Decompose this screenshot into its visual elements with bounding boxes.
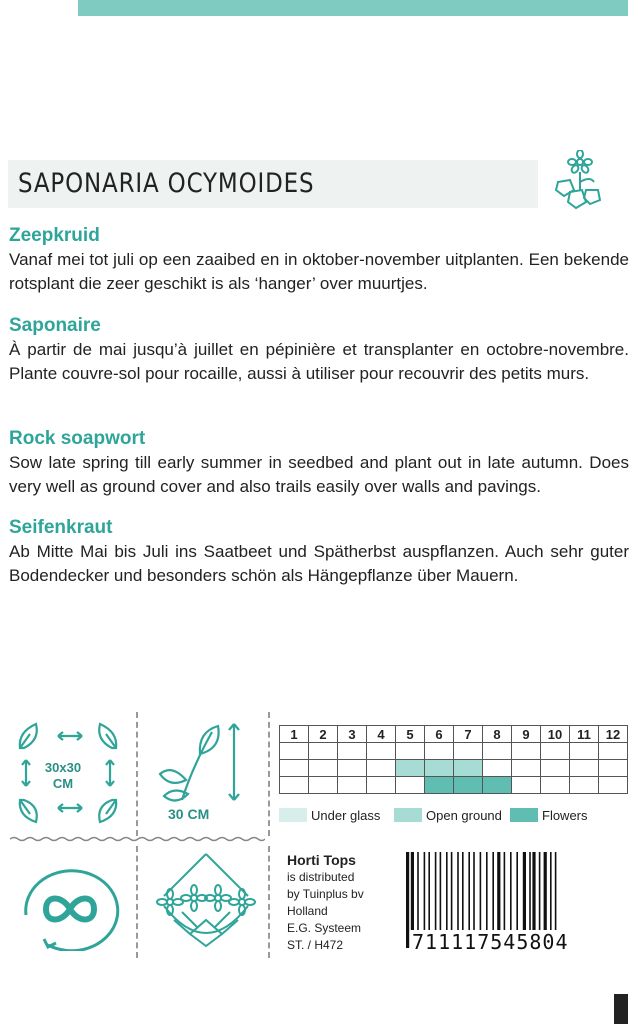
barcode-bar: [539, 852, 541, 932]
barcode-bar: [468, 852, 470, 932]
calendar-cell: [541, 743, 570, 760]
calendar-cell: [396, 777, 425, 794]
calendar-cell: [599, 777, 628, 794]
top-color-band: [78, 0, 628, 16]
month-header: 3: [338, 726, 367, 743]
barcode-bar: [544, 852, 547, 932]
perennial-infinity-icon: [18, 865, 122, 951]
month-header: 1: [280, 726, 309, 743]
calendar-cell: [367, 760, 396, 777]
barcode-bar: [550, 852, 552, 932]
calendar-cell: [454, 760, 483, 777]
calendar-cell: [367, 777, 396, 794]
section-text: Sow late spring till early summer in seedbed and plant out in late autumn. Does very well as ground cover and also trails easily over walls and pavings.: [9, 453, 629, 496]
calendar-cell: [483, 743, 512, 760]
calendar-cell: [454, 743, 483, 760]
section-text: Ab Mitte Mai bis Juli ins Saatbeet und Spätherbst auspflanzen. Auch sehr guter Bodendecker und besonders schön als Hängepflanze über Mauern.: [9, 542, 629, 585]
barcode-bar: [446, 852, 448, 932]
barcode-bar: [440, 852, 442, 932]
flower-logo-icon: [552, 150, 614, 218]
calendar-cell: [541, 760, 570, 777]
calendar-cell: [512, 777, 541, 794]
month-header: 10: [541, 726, 570, 743]
calendar-cell: [454, 777, 483, 794]
calendar-cell: [280, 760, 309, 777]
calendar-cell: [338, 777, 367, 794]
calendar-cell: [483, 777, 512, 794]
barcode-bar: [529, 852, 531, 932]
distributor-info: Horti Tops is distributed by Tuinplus bv Holland E.G. Systeem ST. / H472: [287, 852, 364, 952]
month-header: 5: [396, 726, 425, 743]
calendar-cell: [396, 760, 425, 777]
legend-flowers: Flowers: [510, 806, 588, 824]
divider: [136, 712, 138, 836]
barcode-bar: [406, 852, 409, 948]
legend-open-ground: Open ground: [394, 806, 502, 824]
barcode-bar: [473, 852, 475, 932]
month-header: 8: [483, 726, 512, 743]
calendar-cell: [338, 760, 367, 777]
barcode-bar: [417, 852, 419, 932]
calendar-cell: [599, 743, 628, 760]
section-dutch: [9, 224, 629, 295]
calendar-cell: [338, 743, 367, 760]
legend-swatch: [279, 808, 307, 822]
calendar-cell: [425, 777, 454, 794]
calendar-cell: [599, 760, 628, 777]
barcode-number: 711117545804: [412, 930, 569, 954]
sowing-calendar: [279, 725, 628, 794]
month-header: 2: [309, 726, 338, 743]
barcode-bar: [516, 852, 518, 932]
barcode-bar: [480, 852, 482, 932]
barcode-bar: [462, 852, 464, 932]
barcode-bar: [451, 852, 453, 932]
calendar-cell: [280, 777, 309, 794]
month-header: 7: [454, 726, 483, 743]
calendar-cell: [512, 743, 541, 760]
calendar-cell: [280, 743, 309, 760]
divider: [268, 846, 270, 958]
barcode-bar: [424, 852, 426, 932]
barcode-bar: [510, 852, 512, 932]
calendar-cell: [570, 777, 599, 794]
height-value: 30 CM: [168, 806, 210, 822]
barcode-bar: [497, 852, 500, 932]
calendar-cell: [425, 760, 454, 777]
legend-under-glass: Under glass: [279, 806, 380, 824]
calendar-cell: [309, 777, 338, 794]
section-french: [9, 314, 629, 385]
barcode-bar: [504, 852, 506, 932]
month-header: 11: [570, 726, 599, 743]
calendar-cell: [309, 760, 338, 777]
barcode-bar: [486, 852, 488, 932]
hanging-basket-icon: [150, 850, 262, 954]
species-title: SAPONARIA OCYMOIDES: [18, 168, 315, 199]
calendar-cell: [541, 777, 570, 794]
calendar-cell: [396, 743, 425, 760]
barcode-bar: [457, 852, 459, 932]
barcode-bar: [523, 852, 526, 932]
divider: [136, 846, 138, 958]
barcode-bar: [428, 852, 430, 932]
corner-mark: [614, 994, 628, 1024]
calendar-cell: [483, 760, 512, 777]
section-heading: Seifenkraut: [9, 517, 113, 538]
calendar-cell: [367, 743, 396, 760]
section-german: [9, 516, 629, 587]
legend-swatch: [510, 808, 538, 822]
month-header: 12: [599, 726, 628, 743]
month-header: 4: [367, 726, 396, 743]
barcode-bar: [532, 852, 535, 932]
section-heading: Rock soapwort: [9, 428, 146, 449]
section-text: À partir de mai jusqu’à juillet en pépinière et transplanter en octobre-novembre. Plante couvre-sol pour rocaille, aussi à utiliser pour recouvrir des petits murs.: [9, 340, 629, 383]
barcode-bar: [492, 852, 494, 932]
calendar-cell: [570, 760, 599, 777]
legend-swatch: [394, 808, 422, 822]
calendar-cell: [425, 743, 454, 760]
section-heading: Saponaire: [9, 315, 101, 336]
wave-divider: [10, 836, 265, 842]
calendar-cell: [309, 743, 338, 760]
spacing-value: 30x30 CM: [44, 760, 82, 791]
calendar-cell: [512, 760, 541, 777]
section-english: [9, 427, 629, 498]
brand-name: Horti Tops: [287, 852, 356, 868]
month-header: 6: [425, 726, 454, 743]
calendar-cell: [570, 743, 599, 760]
month-header: 9: [512, 726, 541, 743]
section-text: Vanaf mei tot juli op een zaaibed en in oktober-november uitplanten. Een bekende rotsplant die zeer geschikt is als ‘hanger’ over muurtjes.: [9, 250, 629, 293]
section-heading: Zeepkruid: [9, 225, 100, 246]
barcode-bar: [435, 852, 437, 932]
divider: [268, 712, 270, 836]
